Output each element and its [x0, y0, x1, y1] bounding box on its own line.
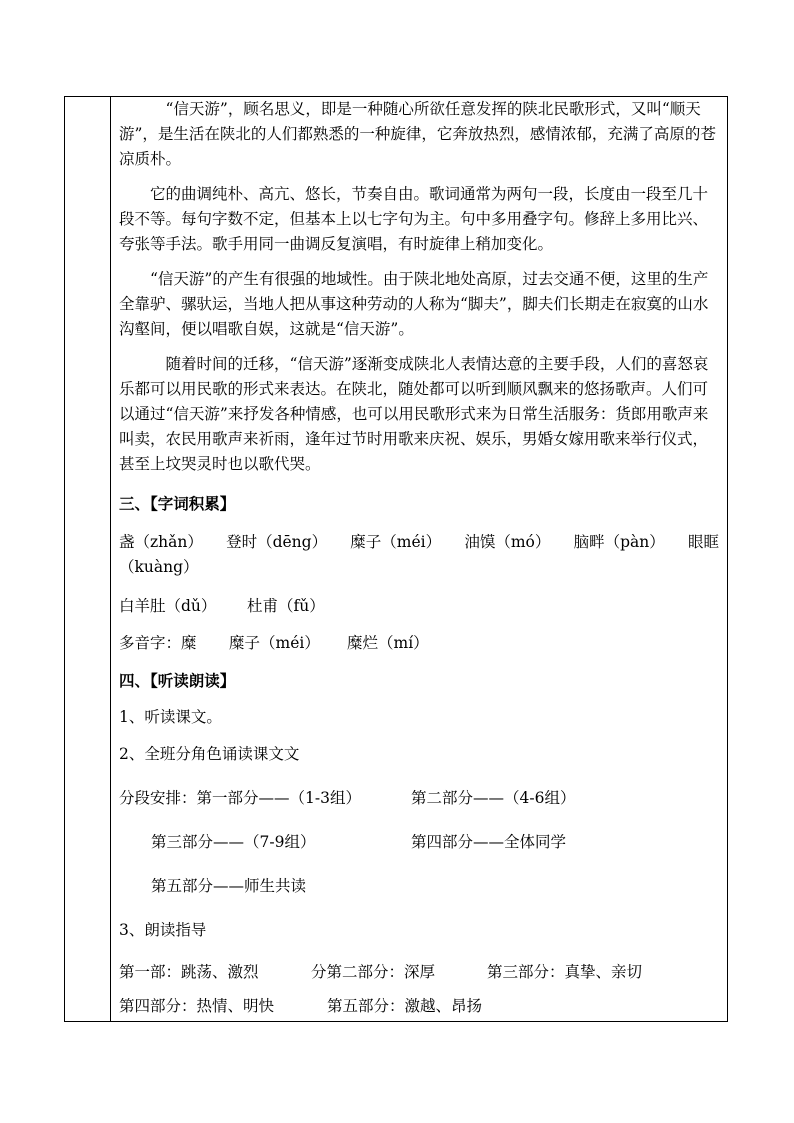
content-cell — [111, 97, 727, 1021]
plan-part: 分段安排：第一部分——（1-3组） — [119, 789, 361, 807]
polyphone-label: 多音字：糜 — [119, 634, 197, 652]
item-2: 2、全班分角色诵读课文文 — [119, 745, 300, 763]
content-table — [64, 96, 728, 1022]
word-row-1 — [119, 530, 719, 555]
paragraph-4: 随着时间的迁移，“信天游”逐渐变成陕北人表情达意的主要手段，人们的喜怒哀乐都可以用民歌的形式来表达。在陕北，随处都可以听到顺风飘来的悠扬歌声。人们可以通过“信天游”来抒发各种情感，也可以用民歌形式来为日常生活服务：货郎用歌声来叫卖，农民用歌声来祈雨，逢年过节时用歌来庆祝、娱乐，男婚女嫁用歌来举行仪式，甚至上坟哭灵时也以歌代哭。 — [119, 355, 709, 473]
left-column — [65, 97, 111, 1021]
word: 登时（dēng） — [226, 533, 328, 551]
word: 油馍（mó） — [464, 533, 551, 551]
plan-part: 第二部分——（4-6组） — [411, 789, 576, 807]
guide-row-1 — [119, 960, 719, 985]
item-3: 3、朗读指导 — [119, 921, 207, 939]
guide-row-2 — [119, 994, 719, 1019]
paragraph-2: 它的曲调纯朴、高亢、悠长，节奏自由。歌词通常为两句一段，长度由一段至几十段不等。每句字数不定，但基本上以七字句为主。句中多用叠字句。修辞上多用比兴、夸张等手法。歌手用同一曲调反复演唱，有时旋律上稍加变化。 — [119, 185, 709, 253]
paragraph-3: “信天游”的产生有很强的地域性。由于陕北地处高原，过去交通不便，这里的生产全靠驴、骡驮运，当地人把从事这种劳动的人称为“脚夫”，脚夫们长期走在寂寞的山水沟壑间，便以唱歌自娱，这就是“信天游”。 — [119, 270, 709, 338]
plan-row-3 — [119, 874, 719, 899]
section-4-title: 四、【听读朗读】 — [119, 671, 236, 690]
plan-row-1 — [119, 786, 719, 811]
guide-part: 第三部分：真挚、亲切 — [487, 963, 643, 981]
guide-part: 第五部分：激越、昂扬 — [327, 997, 483, 1015]
section-3-title: 三、【字词积累】 — [119, 494, 236, 513]
word: 糜子（méi） — [229, 634, 320, 652]
word: 杜甫（fǔ） — [247, 597, 325, 615]
polyphone-row — [119, 631, 719, 656]
item-1: 1、听读课文。 — [119, 708, 222, 726]
word: 盏（zhǎn） — [119, 533, 203, 551]
paragraph-1: “信天游”，顾名思义，即是一种随心所欲任意发挥的陕北民歌形式，又叫“顺天游”，是生活在陕北的人们都熟悉的一种旋律，它奔放热烈，感情浓郁，充满了高原的苍凉质朴。 — [119, 100, 716, 168]
plan-part: 第五部分——师生共读 — [151, 877, 307, 895]
plan-part: 第四部分——全体同学 — [411, 833, 567, 851]
plan-row-2 — [119, 830, 719, 855]
word-row-1-tail: （kuàng） — [119, 558, 199, 576]
word: 白羊肚（dǔ） — [119, 597, 217, 615]
word: 糜子（méi） — [350, 533, 442, 551]
guide-part: 第四部分：热情、明快 — [119, 997, 275, 1015]
guide-part: 第一部：跳荡、激烈 — [119, 963, 259, 981]
plan-part: 第三部分——（7-9组） — [151, 833, 316, 851]
guide-part: 分第二部分：深厚 — [311, 963, 436, 981]
word: 眼眶 — [687, 533, 719, 551]
word: 糜烂（mí） — [347, 634, 429, 652]
word: 脑畔（pàn） — [573, 533, 665, 551]
word-row-2 — [119, 594, 719, 619]
